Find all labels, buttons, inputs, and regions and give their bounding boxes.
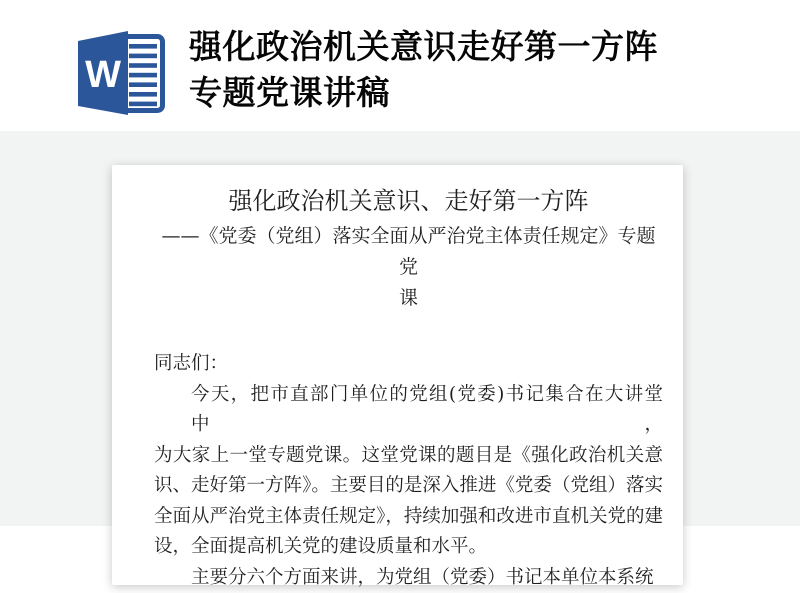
word-icon-letter: W	[85, 54, 121, 96]
document-page	[112, 165, 683, 585]
document-subtitle-line1: ——《党委（党组）落实全面从严治党主体责任规定》专题党	[154, 221, 663, 283]
document-viewer[interactable]	[0, 131, 800, 526]
document-body-line: 全面从严治党主体责任规定》，持续加强和改进市直机关党的建	[154, 502, 663, 533]
document-body-line: 主要分六个方面来讲，为党组（党委）书记本单位本系统	[154, 563, 663, 593]
document-title: 强化政治机关意识、走好第一方阵	[154, 184, 663, 218]
page-title	[189, 24, 749, 116]
document-salutation: 同志们：	[154, 349, 663, 380]
document-body-line: 设，全面提高机关党的建设质量和水平。	[154, 532, 663, 563]
document-subtitle-line2: 课	[154, 283, 663, 314]
page-title-line2: 专题党课讲稿	[189, 70, 749, 116]
document-body-line: 今天，把市直部门单位的党组(党委)书记集合在大讲堂中，	[154, 380, 663, 441]
word-icon	[72, 27, 168, 119]
page-title-line1: 强化政治机关意识走好第一方阵	[189, 24, 749, 70]
document-body-line: 识、走好第一方阵》。主要目的是深入推进《党委（党组）落实	[154, 471, 663, 502]
document-body-line: 为大家上一堂专题党课。这堂党课的题目是《强化政治机关意	[154, 441, 663, 472]
header	[0, 0, 800, 131]
